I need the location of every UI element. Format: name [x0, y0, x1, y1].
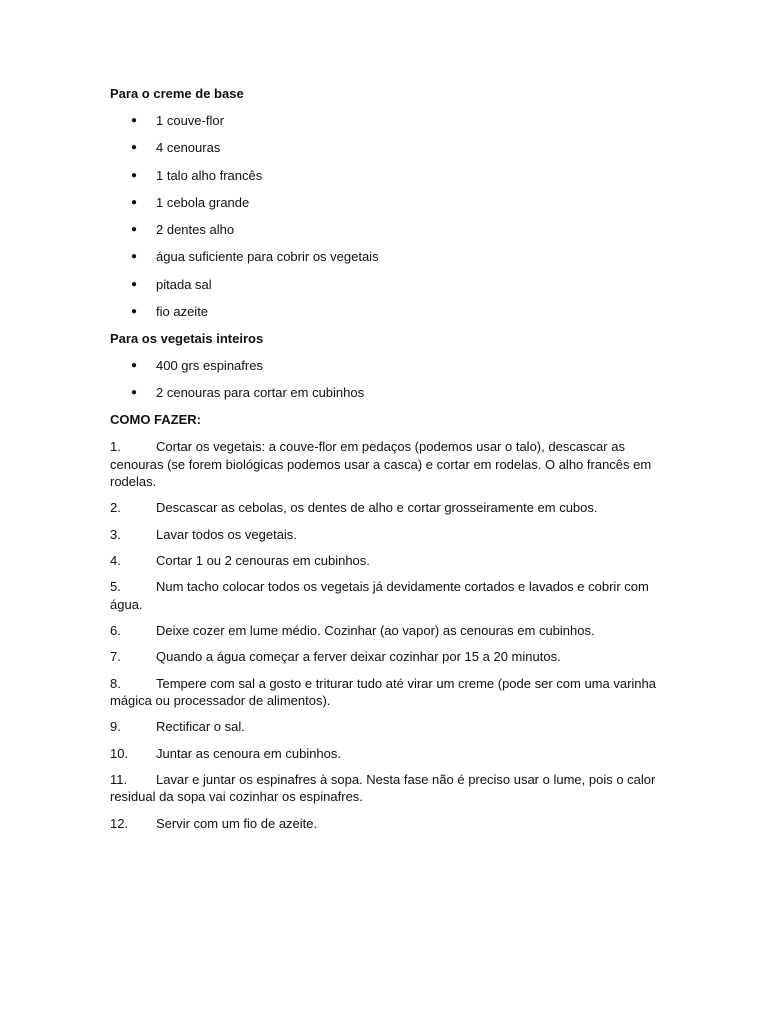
method-steps — [110, 438, 660, 832]
list-item: ● 2 dentes alho — [131, 222, 235, 238]
list-item: ● água suficiente para cobrir os vegetais — [131, 249, 379, 265]
list-item: ● 1 talo alho francês — [131, 167, 263, 183]
bullet-icon: ● — [131, 360, 138, 372]
bullet-icon: ● — [131, 142, 138, 154]
list-item: ● pitada sal — [131, 276, 212, 292]
bullet-icon: ● — [131, 115, 138, 126]
step-item: 2. Descascar as cebolas, os dentes de alho e cortar grosseiramente em cubos. — [110, 500, 598, 516]
list-item: ● 1 couve-flor — [131, 113, 224, 128]
step-item: 10. Juntar as cenoura em cubinhos. — [110, 745, 341, 761]
step-item: 1. Cortar os vegetais: a couve-flor em pedaços (podemos usar o talo), descascar as cenouras (se forem biológicas podemos usar a casca) e cortar em rodelas. O alho francês em rodelas. — [110, 439, 652, 489]
ingredient-list-whole — [110, 357, 660, 402]
list-item: ● 2 cenouras para cortar em cubinhos — [131, 385, 365, 401]
list-item: ● 1 cebola grande — [131, 194, 250, 210]
step-item: 5. Num tacho colocar todos os vegetais já devidamente cortados e lavados e cobrir com água. — [110, 579, 649, 612]
list-item: ● fio azeite — [131, 304, 209, 320]
step-item: 6. Deixe cozer em lume médio. Cozinhar (ao vapor) as cenouras em cubinhos. — [110, 622, 595, 638]
step-item: 12. Servir com um fio de azeite. — [110, 815, 318, 831]
heading-whole-vegetables: Para os vegetais inteiros — [110, 331, 264, 347]
list-item: ● 400 grs espinafres — [131, 358, 263, 374]
step-item: 7. Quando a água começar a ferver deixar cozinhar por 15 a 20 minutos. — [110, 649, 561, 665]
recipe-document — [110, 85, 660, 841]
bullet-icon: ● — [131, 251, 138, 263]
step-item: 8. Tempere com sal a gosto e triturar tudo até virar um creme (pode ser com uma varinha mágica ou processador de alimentos). — [110, 675, 656, 708]
step-item: 11. Lavar e juntar os espinafres à sopa. Nesta fase não é preciso usar o lume, pois o calor residual da sopa vai cozinhar os espinafres. — [110, 772, 656, 805]
bullet-icon: ● — [131, 306, 138, 318]
step-item: 3. Lavar todos os vegetais. — [110, 526, 297, 542]
heading-base: Para o creme de base — [110, 86, 244, 101]
list-item: ● 4 cenouras — [131, 140, 221, 156]
bullet-icon: ● — [131, 387, 138, 399]
ingredient-list-base — [110, 112, 660, 321]
step-item: 9. Rectificar o sal. — [110, 719, 245, 735]
bullet-icon: ● — [131, 196, 138, 208]
bullet-icon: ● — [131, 224, 138, 236]
bullet-icon: ● — [131, 278, 138, 290]
bullet-icon: ● — [131, 169, 138, 181]
step-item: 4. Cortar 1 ou 2 cenouras em cubinhos. — [110, 552, 370, 568]
heading-method: COMO FAZER: — [110, 412, 201, 428]
